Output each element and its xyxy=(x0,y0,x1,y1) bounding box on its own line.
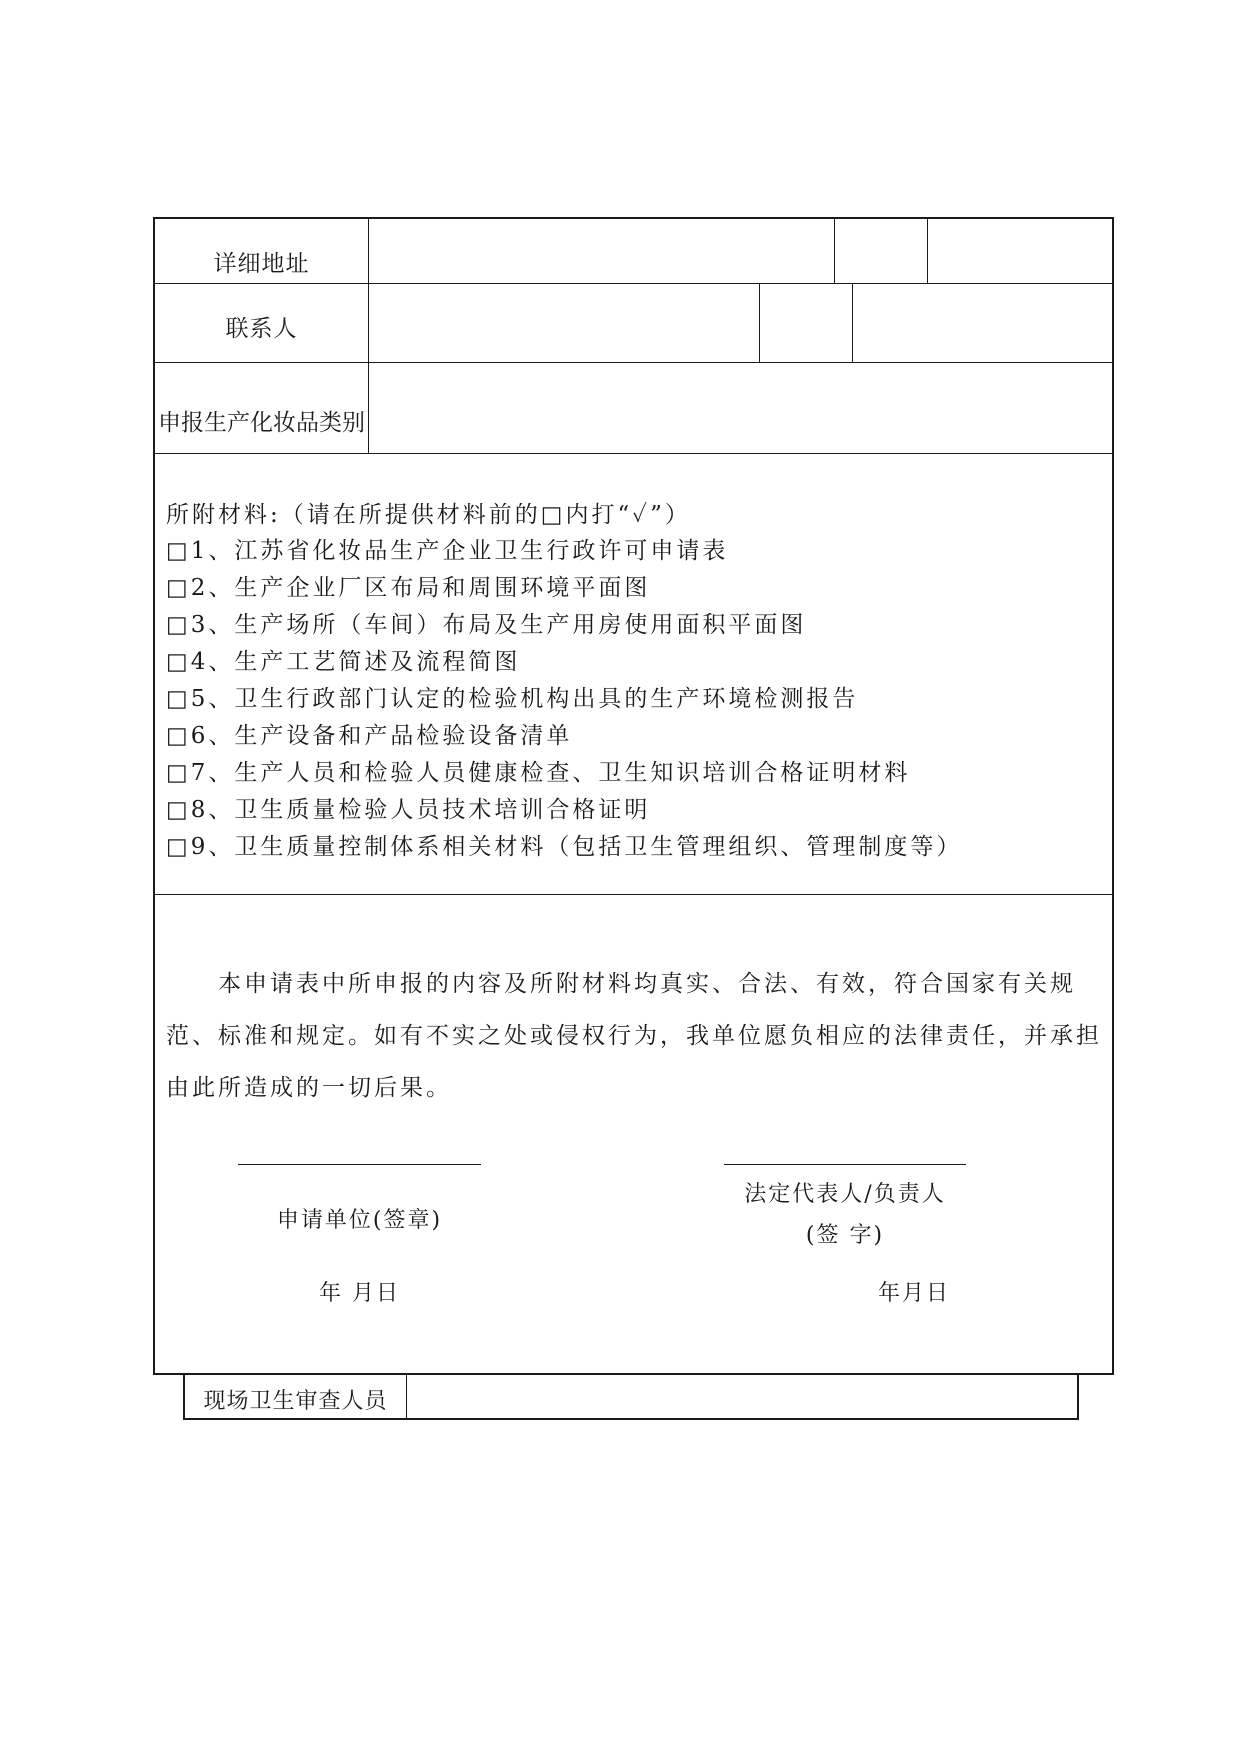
column-divider xyxy=(759,283,760,363)
applicant-date: 年 月日 xyxy=(319,1281,400,1306)
materials-list xyxy=(166,533,962,866)
material-item[interactable]: □3、生产场所（车间）布局及生产用房使用面积平面图 xyxy=(166,612,807,638)
material-item[interactable]: □9、卫生质量控制体系相关材料（包括卫生管理组织、管理制度等） xyxy=(166,834,963,860)
applicant-signature-line[interactable] xyxy=(238,1164,481,1165)
address-field[interactable] xyxy=(370,219,833,282)
applicant-seal-label: 申请单位(签章) xyxy=(276,1208,443,1233)
row-divider xyxy=(153,453,1114,454)
legal-rep-label: 法定代表人/负责人 xyxy=(744,1182,946,1207)
material-item[interactable]: □4、生产工艺简述及流程简图 xyxy=(166,649,521,675)
material-item[interactable]: □6、生产设备和产品检验设备清单 xyxy=(166,723,573,749)
material-item[interactable]: □7、生产人员和检验人员健康检查、卫生知识培训合格证明材料 xyxy=(166,760,911,786)
column-divider xyxy=(852,283,853,363)
column-divider xyxy=(927,217,928,284)
category-field[interactable] xyxy=(370,364,1112,452)
row-divider xyxy=(153,283,1114,284)
address-label: 详细地址 xyxy=(213,251,310,277)
inspector-label: 现场卫生审查人员 xyxy=(203,1389,388,1414)
inspector-field[interactable] xyxy=(408,1374,1077,1418)
material-item[interactable]: □8、卫生质量检验人员技术培训合格证明 xyxy=(166,797,651,823)
row-divider xyxy=(153,362,1114,363)
contact-field[interactable] xyxy=(370,285,758,361)
address-extra-field[interactable] xyxy=(929,219,1112,282)
inspector-column-divider xyxy=(406,1374,407,1419)
legal-rep-signature-line[interactable] xyxy=(724,1164,966,1165)
material-item[interactable]: □5、卫生行政部门认定的检验机构出具的生产环境检测报告 xyxy=(166,686,859,712)
material-item[interactable]: □2、生产企业厂区布局和周围环境平面图 xyxy=(166,575,651,601)
label-column-divider xyxy=(368,217,369,454)
contact-label: 联系人 xyxy=(225,316,298,342)
column-divider xyxy=(834,217,835,284)
declaration-text: 本申请表中所申报的内容及所附材料均真实、合法、有效，符合国家有关规范、标准和规定。如有不实之处或侵权行为，我单位愿负相应的法律责任，并承担由此所造成的一切后果。 xyxy=(166,971,1102,1101)
row-divider xyxy=(153,894,1114,895)
legal-rep-date: 年月日 xyxy=(877,1281,950,1306)
contact-extra-field[interactable] xyxy=(854,285,1112,361)
declaration-paragraph xyxy=(166,958,1106,1114)
materials-title: 所附材料:（请在所提供材料前的□内打“✓”） xyxy=(166,502,691,528)
material-item[interactable]: □1、江苏省化妆品生产企业卫生行政许可申请表 xyxy=(166,538,729,564)
category-label: 申报生产化妆品类别 xyxy=(158,410,365,436)
legal-rep-sign-label: (签 字) xyxy=(805,1223,885,1248)
